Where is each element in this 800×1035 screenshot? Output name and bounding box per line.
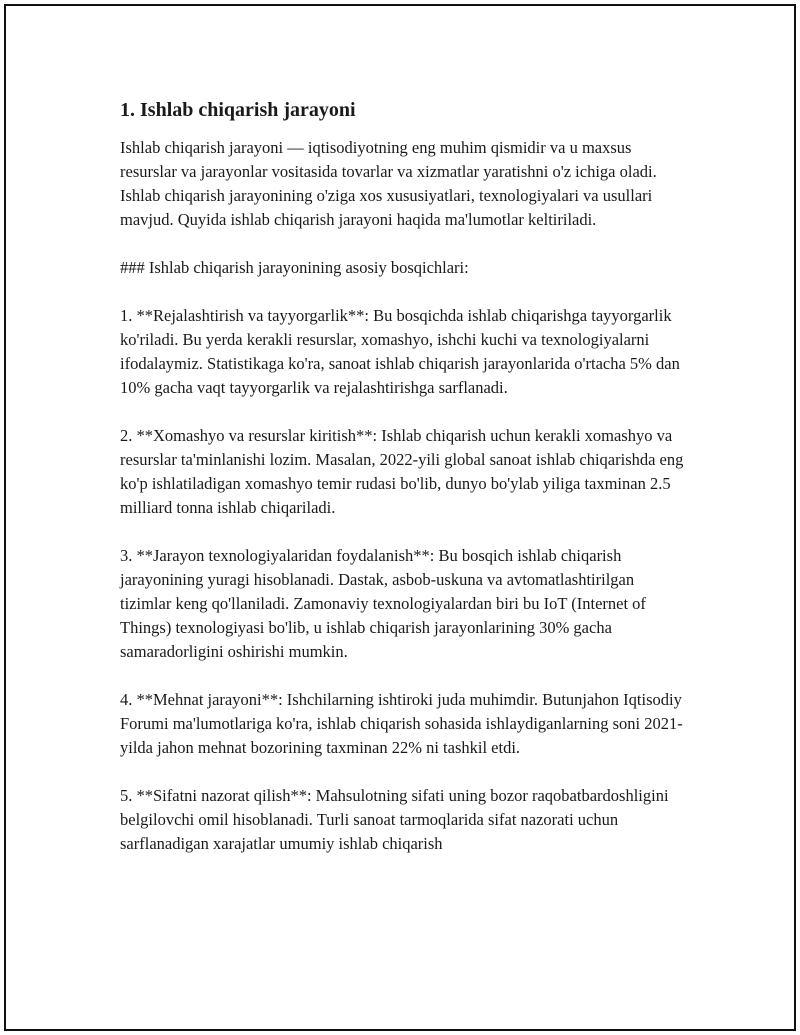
- section-heading-paragraph: ### Ishlab chiqarish jarayonining asosiy bosqichlari:: [120, 258, 469, 277]
- intro-paragraph: Ishlab chiqarish jarayoni — iqtisodiyotning eng muhim qismidir va u maxsus resurslar va jarayonlar vositasida tovarlar va xizmatlar yaratishni o'z ichiga oladi. Ishlab chiqarish jarayonining o'ziga xos xususiyatlari, texnologiyalari va usullari mavjud. Quyida ishlab chiqarish jarayoni haqida ma'lumotlar keltiriladi.: [120, 138, 657, 229]
- page-frame: [4, 4, 796, 1031]
- step-2-paragraph: 2. **Xomashyo va resurslar kiritish**: Ishlab chiqarish uchun kerakli xomashyo va resurslar ta'minlanishi lozim. Masalan, 2022-yili global sanoat ishlab chiqarishda eng ko'p ishlatiladigan xomashyo temir rudasi bo'lib, dunyo bo'ylab yiliga taxminan 2.5 milliard tonna ishlab chiqariladi.: [120, 426, 684, 517]
- step-4-paragraph: 4. **Mehnat jarayoni**: Ishchilarning ishtiroki juda muhimdir. Butunjahon Iqtisodiy Forumi ma'lumotlariga ko'ra, ishlab chiqarish sohasida ishlaydiganlarning soni 2021-yilda jahon mehnat bozorining taxminan 22% ni tashkil etdi.: [120, 690, 683, 757]
- step-3-paragraph: 3. **Jarayon texnologiyalaridan foydalanish**: Bu bosqich ishlab chiqarish jarayonining yuragi hisoblanadi. Dastak, asbob-uskuna va avtomatlashtirilgan tizimlar keng qo'llaniladi. Zamonaviy texnologiyalardan biri bu IoT (Internet of Things) texnologiyasi bo'lib, u ishlab chiqarish jarayonlarining 30% gacha samaradorligini oshirishi mumkin.: [120, 546, 646, 661]
- step-1-paragraph: 1. **Rejalashtirish va tayyorgarlik**: Bu bosqichda ishlab chiqarishga tayyorgarlik ko'riladi. Bu yerda kerakli resurslar, xomashyo, ishchi kuchi va texnologiyalarni ifodalaymiz. Statistikaga ko'ra, sanoat ishlab chiqarish jarayonlarida o'rtacha 5% dan 10% gacha vaqt tayyorgarlik va rejalashtirishga sarflanadi.: [120, 306, 680, 397]
- document-body: [120, 96, 686, 856]
- document-title: 1. Ishlab chiqarish jarayoni: [120, 99, 356, 121]
- step-5-paragraph: 5. **Sifatni nazorat qilish**: Mahsulotning sifati uning bozor raqobatbardoshligini belgilovchi omil hisoblanadi. Turli sanoat tarmoqlarida sifat nazorati uchun sarflanadigan xarajatlar umumiy ishlab chiqarish: [120, 786, 669, 853]
